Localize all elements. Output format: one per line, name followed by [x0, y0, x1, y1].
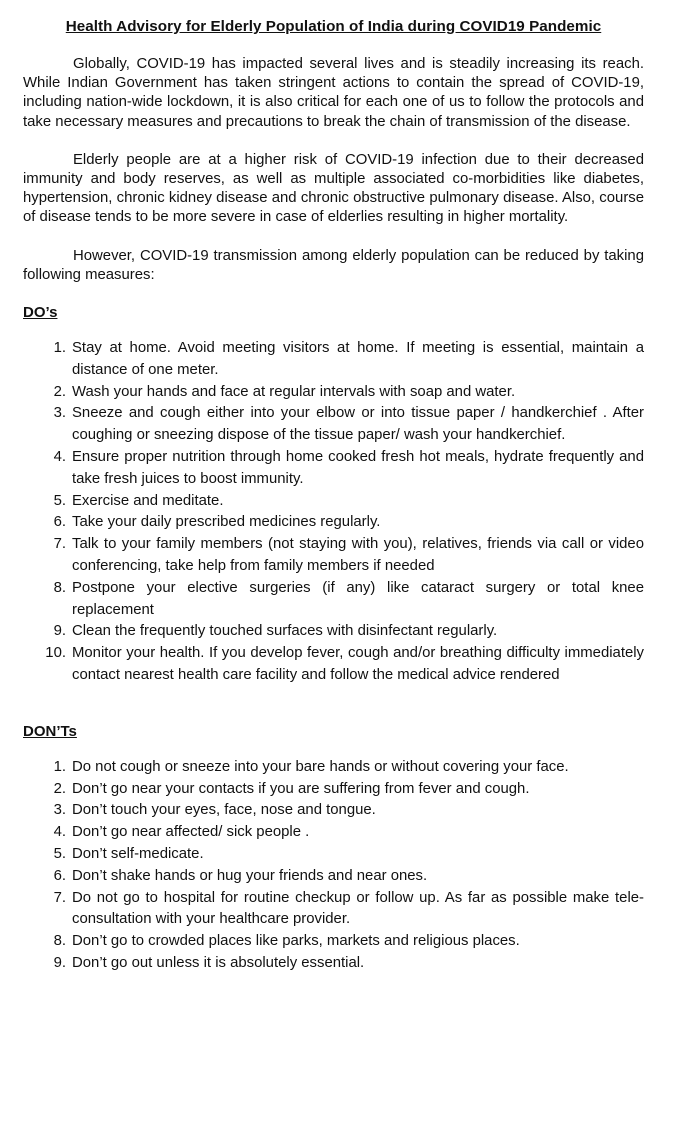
item-text: Don’t go near affected/ sick people . [72, 824, 310, 841]
donts-item [50, 888, 644, 932]
item-text: Stay at home. Avoid meeting visitors at home. If meeting is essential, maintain a distance of one meter. [72, 340, 644, 378]
donts-item [50, 866, 644, 888]
item-number: 2. [53, 383, 66, 400]
item-number: 4. [53, 824, 66, 841]
item-text: Wash your hands and face at regular intervals with soap and water. [72, 383, 516, 400]
item-number: 8. [53, 579, 66, 596]
item-text: Take your daily prescribed medicines regularly. [72, 514, 381, 531]
dos-item [50, 403, 644, 447]
item-text: Talk to your family members (not staying with you), relatives, friends via call or video conferencing, take help from family members if needed [72, 536, 644, 574]
item-number: 5. [53, 845, 66, 862]
item-number: 4. [53, 449, 66, 466]
donts-item [50, 757, 644, 779]
dos-heading: DO’s [23, 304, 58, 322]
dos-item [50, 512, 644, 534]
item-text: Sneeze and cough either into your elbow or into tissue paper / handkerchief . After coughing or sneezing dispose of the tissue paper/ wash your handkerchief. [72, 405, 644, 444]
item-text: Postpone your elective surgeries (if any) like cataract surgery or total knee replacement [72, 579, 644, 618]
dos-item [50, 491, 644, 513]
item-number: 8. [53, 933, 66, 950]
item-number: 3. [53, 802, 66, 819]
item-text: Don’t touch your eyes, face, nose and tongue. [72, 802, 376, 819]
item-text: Don’t go near your contacts if you are suffering from fever and cough. [72, 780, 530, 797]
item-text: Monitor your health. If you develop fever, cough and/or breathing difficulty immediately contact nearest health care facility and follow the medical advice rendered [72, 645, 644, 683]
dos-list [23, 338, 644, 687]
donts-item [50, 800, 644, 822]
item-number: 6. [53, 867, 66, 884]
dos-item [50, 338, 644, 382]
item-number: 3. [53, 405, 66, 422]
item-number: 9. [53, 954, 66, 971]
item-text: Don’t shake hands or hug your friends and near ones. [72, 867, 428, 884]
item-text: Don’t go to crowded places like parks, markets and religious places. [72, 933, 520, 950]
item-number: 9. [53, 623, 66, 640]
donts-item [50, 822, 644, 844]
dos-item [45, 643, 644, 687]
item-number: 1. [53, 758, 66, 775]
document-title: Health Advisory for Elderly Population of India during COVID19 Pandemic [65, 18, 602, 35]
donts-heading: DON’Ts [23, 722, 77, 740]
donts-item [50, 779, 644, 801]
item-text: Don’t go out unless it is absolutely essential. [72, 954, 365, 971]
risk-paragraph: Elderly people are at a higher risk of COVID-19 infection due to their decreased immunity and body reserves, as well as multiple associated co-morbidities like diabetes, hypertension, chronic kidney disease and chronic obstructive pulmonary disease. Also, course of disease tends to be more severe in case of elderlies resulting in higher mortality. [23, 151, 644, 226]
item-number: 2. [53, 780, 66, 797]
item-text: Do not cough or sneeze into your bare hands or without covering your face. [72, 758, 569, 775]
donts-item [50, 844, 644, 866]
item-text: Don’t self-medicate. [72, 845, 204, 862]
item-number: 7. [53, 536, 66, 553]
item-text: Exercise and meditate. [72, 492, 224, 509]
item-number: 10. [45, 645, 66, 662]
item-number: 5. [53, 492, 66, 509]
item-number: 7. [53, 889, 66, 906]
dos-item [50, 534, 644, 578]
item-number: 6. [53, 514, 66, 531]
item-number: 1. [53, 340, 66, 357]
dos-item [50, 621, 644, 643]
donts-item [50, 931, 644, 953]
dos-item [50, 578, 644, 622]
donts-item [50, 953, 644, 975]
dos-item [50, 382, 644, 404]
donts-list [23, 757, 644, 975]
item-text: Do not go to hospital for routine checkup or follow up. As far as possible make tele-consultation with your healthcare provider. [72, 889, 644, 928]
item-text: Clean the frequently touched surfaces with disinfectant regularly. [72, 623, 498, 640]
intro-paragraph: Globally, COVID-19 has impacted several lives and is steadily increasing its reach. While Indian Government has taken stringent actions to contain the spread of COVID-19, including nation-wide lockdown, it is also critical for each one of us to follow the protocols and take necessary measures and precautions to break the chain of transmission of the disease. [23, 56, 644, 130]
dos-item [50, 447, 644, 491]
measures-paragraph: However, COVID-19 transmission among elderly population can be reduced by taking following measures: [23, 247, 644, 283]
item-text: Ensure proper nutrition through home cooked fresh hot meals, hydrate frequently and take fresh juices to boost immunity. [72, 449, 644, 487]
